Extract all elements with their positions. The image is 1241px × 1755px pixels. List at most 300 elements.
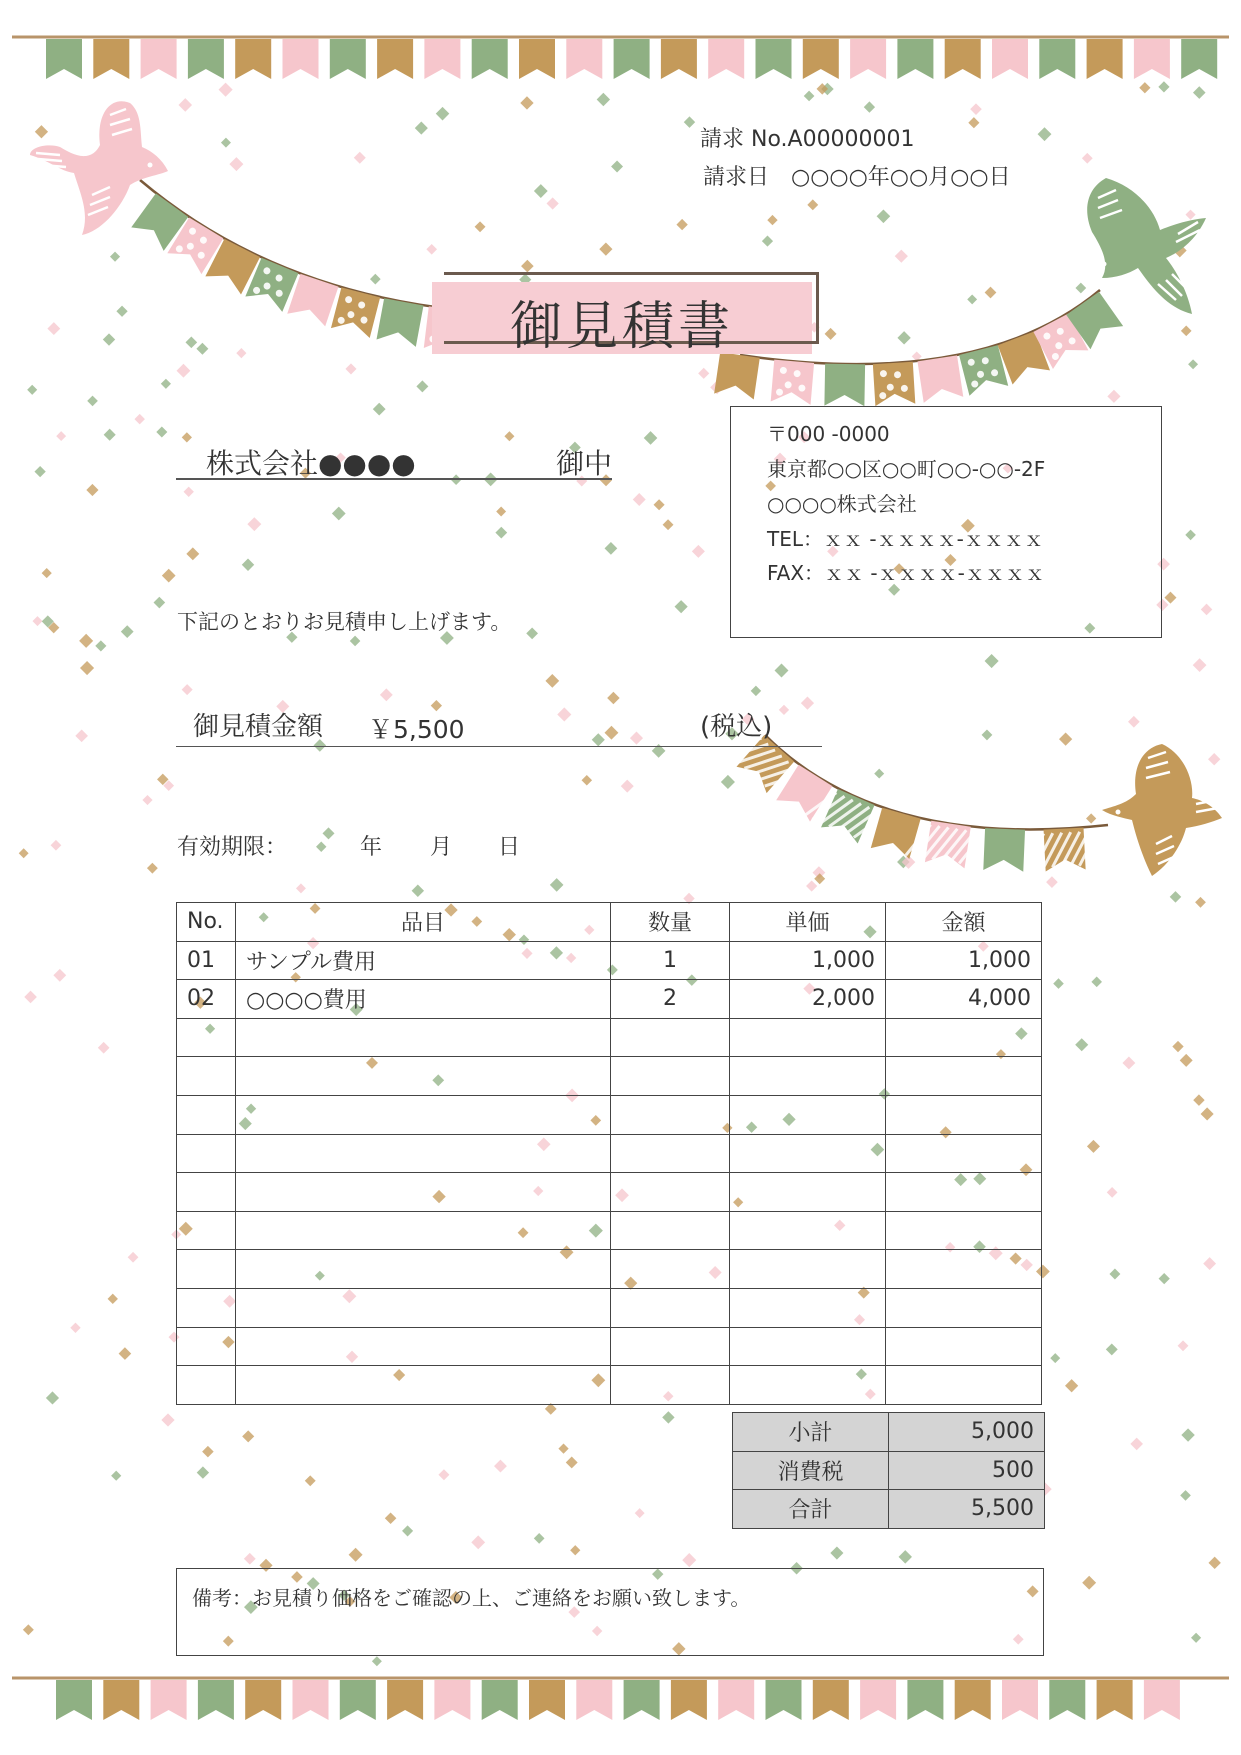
confetti-piece [599,243,612,256]
confetti-piece [592,733,605,746]
bunting-flag [671,1680,707,1720]
cell-no [177,1366,236,1405]
cell-unit-price [730,1366,886,1405]
cell-amount [886,1211,1042,1250]
confetti-piece [95,640,106,651]
confetti-piece [51,840,62,851]
confetti-piece [229,157,243,171]
confetti-piece [242,1430,254,1442]
confetti-piece [825,328,837,340]
cell-unit-price [730,1095,886,1134]
confetti-piece [605,542,618,555]
garland-flag [776,765,832,822]
confetti-piece [161,1413,174,1426]
cell-item [236,1057,611,1096]
confetti-piece [877,209,891,223]
confetti-piece [566,1457,578,1469]
confetti-piece [32,616,42,626]
totals-label: 消費税 [733,1451,889,1490]
confetti-piece [1188,359,1198,369]
confetti-piece [98,1042,110,1054]
confetti-piece [178,98,192,112]
confetti-piece [1059,732,1072,745]
cell-qty [611,1366,730,1405]
confetti-piece [1201,604,1213,616]
confetti-piece [186,547,199,560]
confetti-piece [402,1525,413,1536]
confetti-piece [897,331,910,344]
cell-amount [886,1134,1042,1173]
confetti-piece [56,431,66,441]
recipient-name: 株式会社●●●● [206,447,416,480]
validity-year: 年 [360,835,383,860]
confetti-piece [110,252,120,262]
estimate-label: 御見積金額 [193,712,324,742]
cell-item: サンプル費用 [236,941,611,980]
totals-row [733,1451,1045,1490]
confetti-piece [354,152,366,164]
confetti-piece [985,287,997,299]
confetti-piece [372,1656,382,1666]
cell-unit-price [730,1211,886,1250]
confetti-piece [182,684,193,695]
confetti-piece [1193,1094,1204,1105]
confetti-piece [23,1624,34,1635]
cell-qty [611,1327,730,1366]
confetti-piece [692,545,705,558]
confetti-piece [1109,1269,1120,1280]
cell-item [236,1250,611,1289]
bird-green-icon [1087,178,1206,314]
confetti-piece [597,93,610,106]
confetti-piece [436,107,450,121]
confetti-piece [1053,978,1064,989]
confetti-piece [177,364,191,378]
confetti-piece [119,1347,132,1360]
confetti-piece [644,431,658,445]
confetti-piece [116,306,127,317]
validity-day: 日 [498,835,521,860]
confetti-piece [662,1411,674,1423]
confetti-piece [494,1460,507,1473]
totals-row [733,1490,1045,1529]
sender-tel: TEL：ｘｘ -ｘｘｘｘ-ｘｘｘｘ [767,527,1044,551]
bunting-flag [945,39,981,79]
confetti-piece [570,1545,580,1555]
confetti-piece [621,780,634,793]
confetti-piece [103,333,115,345]
bunting-flag [708,39,744,79]
bunting-flag [93,39,129,79]
cell-qty [611,1134,730,1173]
confetti-piece [475,221,486,232]
confetti-piece [1203,1257,1216,1270]
bunting-top [12,37,1229,79]
cell-unit-price [730,1327,886,1366]
confetti-piece [349,1548,363,1562]
confetti-piece [19,848,29,858]
cell-item [236,1327,611,1366]
confetti-piece [1091,977,1102,988]
confetti-piece [128,1252,139,1263]
confetti-piece [202,1446,214,1458]
estimate-amount: ￥5,500 [368,715,465,744]
confetti-piece [545,1403,557,1415]
sender-address: 東京都○○区○○町○○-○○-2F [767,457,1046,481]
confetti-piece [804,91,815,102]
confetti-piece [182,432,192,442]
bunting-flag [1181,39,1217,79]
bunting-flag [1087,39,1123,79]
confetti-piece [807,199,818,210]
confetti-piece [1050,1353,1060,1363]
totals-value: 500 [889,1451,1045,1490]
confetti-piece [762,235,773,246]
bunting-flag [955,1680,991,1720]
confetti-piece [185,336,197,348]
cell-qty: 1 [611,941,730,980]
confetti-piece [42,568,52,578]
confetti-piece [605,726,619,740]
confetti-piece [520,96,533,109]
table-row [177,1173,1042,1212]
header-no: No. [177,903,236,942]
confetti-piece [1107,390,1120,403]
table-row [177,980,1042,1019]
bunting-flag [624,1680,660,1720]
confetti-piece [1178,1340,1189,1351]
confetti-piece [156,426,167,437]
bunting-flag [1134,39,1170,79]
cell-item [236,1173,611,1212]
bunting-flag [340,1680,376,1720]
confetti-piece [1139,82,1150,93]
confetti-piece [471,1535,485,1549]
garland-flag [824,364,865,407]
confetti-piece [1082,153,1093,164]
confetti-piece [698,368,709,379]
bunting-flag [1039,39,1075,79]
table-row [177,1134,1042,1173]
table-row [177,1018,1042,1057]
sender-postal: 〒000 -0000 [767,422,890,446]
confetti-piece [147,863,158,874]
cell-no [177,1173,236,1212]
cell-unit-price [730,1173,886,1212]
table-row [177,941,1042,980]
cell-amount [886,1173,1042,1212]
confetti-piece [244,1553,256,1565]
remarks-text: 備考：お見積り価格をご確認の上、ご連絡をお願い致します。 [192,1586,751,1610]
confetti-piece [385,1512,397,1524]
confetti-piece [154,597,166,609]
bunting-flag [803,39,839,79]
cell-no [177,1327,236,1366]
confetti-piece [219,83,233,97]
header-qty: 数量 [611,903,730,942]
totals-value: 5,500 [889,1490,1045,1529]
cell-qty [611,1288,730,1327]
confetti-piece [46,1391,59,1404]
bunting-flag [614,39,650,79]
bunting-flag [283,39,319,79]
confetti-piece [801,696,814,709]
confetti-piece [1201,1107,1214,1120]
bunting-flag [813,1680,849,1720]
bunting-flag [293,1680,329,1720]
confetti-piece [1180,1054,1193,1067]
cell-qty [611,1095,730,1134]
confetti-piece [296,883,306,893]
bunting-flag [897,39,933,79]
confetti-piece [521,260,534,273]
bunting-flag [766,1680,802,1720]
cell-item [236,1211,611,1250]
confetti-piece [242,559,254,571]
confetti-piece [142,795,152,805]
bunting-flag [661,39,697,79]
confetti-piece [416,380,428,392]
invoice-date: 請求日 ○○○○年○○月○○日 [703,165,1011,190]
cell-qty: 2 [611,980,730,1019]
cell-no [177,1095,236,1134]
cell-unit-price [730,1134,886,1173]
bunting-flag [992,39,1028,79]
confetti-piece [751,686,761,696]
cell-item [236,1134,611,1173]
bunting-flag [850,39,886,79]
confetti-piece [1164,592,1176,604]
totals-row [733,1413,1045,1452]
totals-table [732,1412,1045,1529]
bunting-flag [566,39,602,79]
confetti-piece [86,484,98,496]
confetti-piece [630,732,643,745]
garland-flag [714,352,760,399]
garland-flag [771,360,814,405]
table-row [177,1211,1042,1250]
bunting-flag [330,39,366,79]
cell-qty [611,1173,730,1212]
confetti-piece [412,885,424,897]
confetti-piece [236,348,246,358]
confetti-piece [1170,891,1182,903]
confetti-piece [438,1469,449,1480]
confetti-piece [75,730,88,743]
confetti-piece [545,674,559,688]
bunting-flag [907,1680,943,1720]
confetti-piece [968,117,979,128]
confetti-piece [550,878,564,892]
bunting-flag [151,1680,187,1720]
confetti-piece [504,431,514,441]
confetti-piece [806,880,817,891]
table-row [177,1095,1042,1134]
intro-text: 下記のとおりお見積申し上げます。 [177,610,512,634]
cell-item [236,1366,611,1405]
table-row [177,1366,1042,1405]
confetti-piece [27,385,37,395]
cell-no [177,1134,236,1173]
confetti-piece [332,507,346,521]
confetti-piece [221,138,231,148]
confetti-piece [582,775,593,786]
cell-amount [886,1327,1042,1366]
cell-item [236,1288,611,1327]
cell-item [236,1095,611,1134]
bunting-flag [860,1680,896,1720]
confetti-piece [1128,716,1140,728]
cell-unit-price [730,1018,886,1057]
cell-amount: 1,000 [886,941,1042,980]
cell-no [177,1250,236,1289]
confetti-piece [53,969,66,982]
confetti-piece [1181,1428,1194,1441]
confetti-piece [534,1533,545,1544]
confetti-piece [611,160,623,172]
recipient-underline [176,478,612,480]
confetti-piece [1159,1273,1170,1284]
cell-no [177,1057,236,1096]
confetti-piece [1180,1490,1191,1501]
bunting-flag [529,1680,565,1720]
garland-mid [721,722,1108,873]
cell-qty [611,1057,730,1096]
confetti-piece [1075,1038,1088,1051]
confetti-piece [34,466,45,477]
confetti-piece [899,1550,912,1563]
confetti-piece [35,125,48,138]
bunting-flag [576,1680,612,1720]
confetti-piece [1046,876,1058,888]
bunting-flag [387,1680,423,1720]
confetti-piece [1130,1438,1143,1451]
cell-amount [886,1018,1042,1057]
confetti-piece [305,1475,316,1486]
cell-unit-price [730,1250,886,1289]
cell-no [177,1211,236,1250]
confetti-piece [1208,753,1220,765]
confetti-piece [1038,127,1052,141]
cell-item: ○○○○費用 [236,980,611,1019]
bunting-flag [472,39,508,79]
confetti-piece [496,507,506,517]
confetti-piece [654,499,665,510]
confetti-piece [1087,1140,1100,1153]
bunting-flag [519,39,555,79]
cell-amount: 4,000 [886,980,1042,1019]
confetti-piece [47,322,60,335]
bunting-flag [434,1680,470,1720]
confetti-piece [675,600,688,613]
confetti-piece [1193,86,1206,99]
confetti-piece [895,250,908,263]
confetti-piece [633,493,646,506]
cell-no: 02 [177,980,236,1019]
confetti-piece [197,1466,209,1478]
confetti-piece [775,664,789,678]
confetti-piece [1158,81,1169,92]
bunting-flag [103,1680,139,1720]
table-row [177,1057,1042,1096]
confetti-piece [1082,1576,1096,1590]
cell-amount [886,1288,1042,1327]
confetti-piece [495,527,507,539]
confetti-piece [1172,1041,1183,1052]
header-amount: 金額 [886,903,1042,942]
confetti-piece [350,636,361,647]
confetti-piece [663,519,674,530]
bunting-flag [46,39,82,79]
bunting-flag [756,39,792,79]
bunting-flag [718,1680,754,1720]
confetti-piece [558,1443,568,1453]
confetti-piece [607,692,620,705]
confetti-piece [635,1508,645,1518]
cell-qty [611,1211,730,1250]
bunting-flag [377,39,413,79]
confetti-piece [111,1471,121,1481]
garland-flag [917,355,963,402]
bunting-flag [141,39,177,79]
bird-tan-icon [1102,744,1222,876]
garland-flag [1024,827,1100,873]
cell-no: 01 [177,941,236,980]
bunting-flag [235,39,271,79]
sender-fax: FAX：ｘｘ -ｘｘｘｘ-ｘｘｘｘ [767,561,1045,585]
confetti-piece [162,569,176,583]
estimate-underline [176,746,822,747]
confetti-piece [104,429,116,441]
confetti-piece [967,294,977,304]
confetti-piece [1185,530,1196,541]
confetti-piece [982,730,993,741]
confetti-piece [557,707,571,721]
confetti-piece [70,1323,80,1333]
confetti-piece [121,625,134,638]
garland-flag [376,298,423,347]
confetti-piece [323,827,335,839]
confetti-piece [1181,325,1192,336]
cell-unit-price [730,1288,886,1327]
totals-label: 合計 [733,1490,889,1529]
confetti-piece [1185,210,1195,220]
confetti-piece [380,688,393,701]
confetti-piece [183,487,193,497]
confetti-piece [1065,1379,1078,1392]
confetti-piece [80,661,94,675]
bunting-flag [245,1680,281,1720]
confetti-piece [108,1294,118,1304]
bunting-flag [482,1680,518,1720]
recipient-honorific: 御中 [556,447,613,480]
garland-flag [287,274,338,326]
header-unit-price: 単価 [730,903,886,942]
confetti-piece [864,101,875,112]
confetti-piece [1106,1343,1118,1355]
validity-label: 有効期限： [177,835,288,860]
cell-unit-price [730,1057,886,1096]
confetti-piece [415,122,428,135]
validity-month: 月 [430,835,453,860]
confetti-piece [970,103,982,115]
header-item: 品目 [236,903,611,942]
garland-flag [873,362,915,406]
table-header-row [177,903,1042,942]
document-title-block [432,272,818,357]
cell-no [177,1288,236,1327]
confetti-piece [985,654,999,668]
